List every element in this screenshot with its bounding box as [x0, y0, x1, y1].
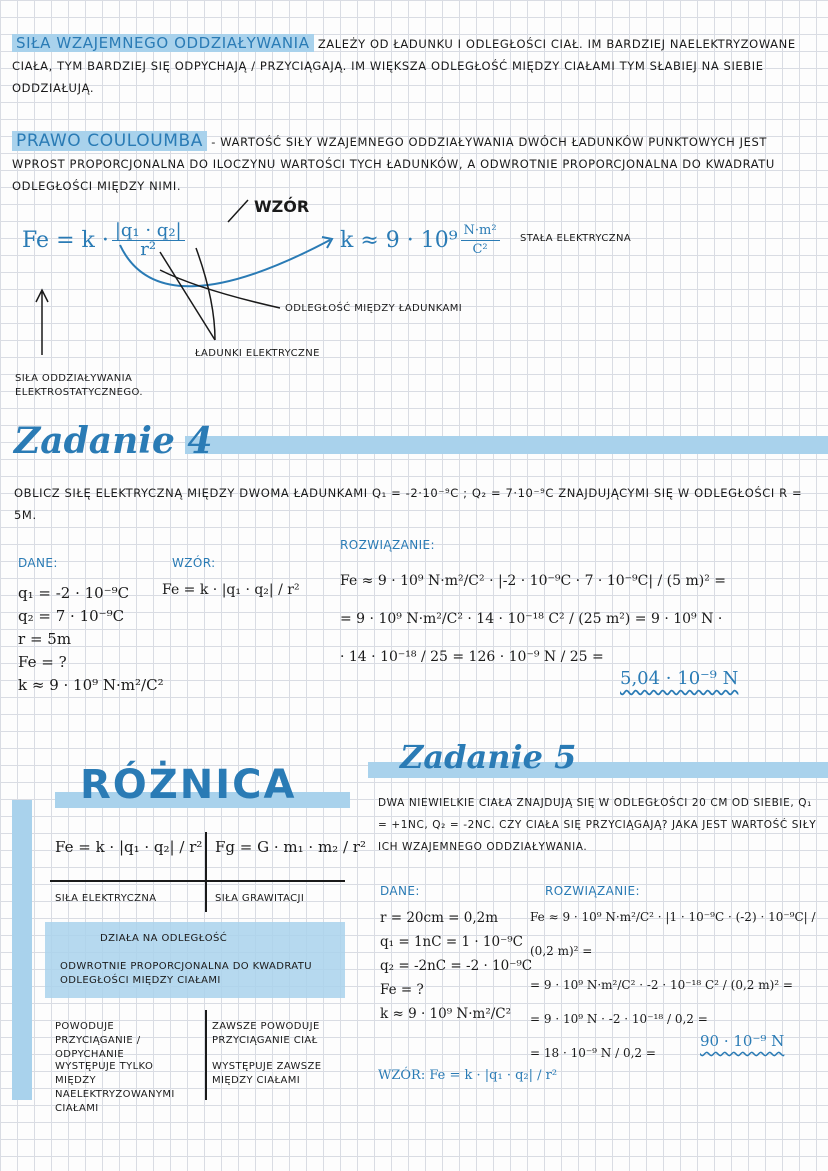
force-label: SIŁA ODDZIAŁYWANIA ELEKTROSTATYCZNEGO. — [15, 373, 143, 398]
distance-label: ODLEGŁOŚĆ MIĘDZY ŁADUNKAMI — [285, 303, 463, 314]
task4-highlight-bar — [185, 436, 828, 454]
roznica-right1: ZAWSZE POWODUJE PRZYCIĄGANIE CIAŁ — [212, 1021, 320, 1046]
task5-title: Zadanie 5 — [400, 738, 577, 776]
task4-dane-k: k ≈ 9 · 10⁹ N·m²/C² — [18, 676, 164, 694]
task5-dane-r: r = 20cm = 0,2m — [380, 910, 499, 926]
task5-dane-q1: q₁ = 1nC = 1 · 10⁻⁹C — [380, 934, 523, 950]
formula-numerator: |q₁ · q₂| — [112, 222, 185, 241]
task4-dane-q1: q₁ = -2 · 10⁻⁹C — [18, 584, 130, 602]
coulomb-text: - WARTOŚĆ SIŁY WZAJEMNEGO ODDZIAŁYWANIA DWÓCH ŁADUNKÓW PUNKTOWYCH JEST WPROST PROPORCJONALNA DO ILOCZYNU WARTOŚCI TYCH ŁADUNKÓW, A ODWROTNIE PROPORCJONALNA DO KWADRATU ODLEGŁOŚCI MIĘDZY NIMI. — [12, 135, 775, 193]
task4-step3: · 14 · 10⁻¹⁸ / 25 = 126 · 10⁻⁹ N / 25 = — [340, 649, 604, 665]
wzor-label: WZÓR — [254, 197, 310, 216]
roznica-col1: SIŁA ELEKTRYCZNA — [55, 893, 157, 904]
formula-lhs: Fe = k · — [22, 228, 109, 253]
task4-solution — [340, 562, 820, 676]
task4-dane-list — [18, 582, 164, 697]
task5-text: DWA NIEWIELKIE CIAŁA ZNAJDUJĄ SIĘ W ODLEGŁOŚCI 20 CM OD SIEBIE, Q₁ = +1NC, Q₂ = -2NC. CZY CIAŁA SIĘ PRZYCIĄGAJĄ? JAKA JEST WARTOŚĆ SIŁY ICH WZAJEMNEGO ODDZIAŁYWANIA. — [378, 797, 817, 853]
task4-step1: Fe ≈ 9 · 10⁹ N·m²/C² · |-2 · 10⁻⁹C · 7 · 10⁻⁹C| / (5 m)² = — [340, 573, 727, 589]
task5-result: 90 · 10⁻⁹ N — [700, 1032, 785, 1050]
task4-dane-r: r = 5m — [18, 630, 72, 648]
coulomb-paragraph — [12, 130, 812, 197]
task4-wzor-label: WZÓR: — [172, 556, 216, 570]
task4-rozw-label: ROZWIĄZANIE: — [340, 538, 435, 552]
k-value: k ≈ 9 · 10⁹ — [340, 228, 458, 253]
task5-dane-label: DANE: — [380, 884, 420, 898]
task4-dane-label: DANE: — [18, 556, 58, 570]
roznica-divider-bottom — [205, 1010, 207, 1100]
task5-dane-fe: Fe = ? — [380, 982, 424, 998]
task5-rozw-label: ROZWIĄZANIE: — [545, 884, 640, 898]
force-arrow — [36, 290, 48, 355]
task5-step1: Fe ≈ 9 · 10⁹ N·m²/C² · |1 · 10⁻⁹C · (-2) · 10⁻⁹C| / (0,2 m)² = — [530, 910, 816, 958]
task5-dane-list — [380, 906, 532, 1026]
intro-paragraph — [12, 32, 812, 99]
task4-title: Zadanie 4 — [14, 420, 213, 462]
intro-title: SIŁA WZAJEMNEGO ODDZIAŁYWANIA — [12, 34, 314, 52]
roznica-fg: Fg = G · m₁ · m₂ / r² — [215, 838, 366, 856]
task4-dane-q2: q₂ = 7 · 10⁻⁹C — [18, 607, 125, 625]
task5-step2: = 9 · 10⁹ N·m²/C² · -2 · 10⁻¹⁸ C² / (0,2 m)² = — [530, 978, 793, 992]
task4-dane-fe: Fe = ? — [18, 653, 67, 671]
roznica-right2: WYSTĘPUJE ZAWSZE MIĘDZY CIAŁAMI — [212, 1061, 322, 1086]
charges-label: ŁADUNKI ELEKTRYCZNE — [195, 348, 320, 359]
roznica-hline — [50, 880, 345, 882]
k-label: STAŁA ELEKTRYCZNA — [520, 233, 632, 244]
task4-step2: = 9 · 10⁹ N·m²/C² · 14 · 10⁻¹⁸ C² / (25 m²) = 9 · 10⁹ N · — [340, 611, 723, 627]
task5-wzor: WZÓR: Fe = k · |q₁ · q₂| / r² — [378, 1068, 558, 1083]
roznica-title: RÓŻNICA — [80, 762, 297, 808]
blue-arrow — [120, 240, 330, 286]
coulomb-title: PRAWO COULOUMBA — [12, 131, 207, 151]
task4-wzor: Fe = k · |q₁ · q₂| / r² — [162, 582, 300, 598]
roznica-vertical-bar — [12, 800, 32, 1100]
roznica-left2: WYSTĘPUJE TYLKO MIĘDZY NAELEKTRYZOWANYMI CIAŁAMI — [55, 1061, 175, 1114]
k-unit-num: N·m² — [461, 222, 500, 241]
roznica-divider-top — [205, 832, 207, 912]
roznica-common2: ODWROTNIE PROPORCJONALNA DO KWADRATU ODLEGŁOŚCI MIĘDZY CIAŁAMI — [60, 961, 312, 986]
task4-text: OBLICZ SIŁĘ ELEKTRYCZNĄ MIĘDZY DWOMA ŁADUNKAMI Q₁ = -2·10⁻⁹C ; Q₂ = 7·10⁻⁹C ZNAJDUJĄCYMI SIĘ W ODLEGŁOŚCI R = 5M. — [14, 486, 803, 522]
intro-text: ZALEŻY OD ŁADUNKU I ODLEGŁOŚCI CIAŁ. IM BARDZIEJ NAELEKTRYZOWANE CIAŁA, TYM BARDZIEJ SIĘ ODPYCHAJĄ / PRZYCIĄGAJĄ. IM WIĘKSZA ODLEGŁOŚĆ MIĘDZY CIAŁAMI TYM SŁABIEJ NA SIEBIE ODDZIAŁUJĄ. — [12, 37, 796, 95]
task4-result: 5,04 · 10⁻⁹ N — [620, 668, 739, 689]
roznica-left1: POWODUJE PRZYCIĄGANIE / ODPYCHANIE — [55, 1021, 141, 1060]
wzor-arrow — [228, 200, 248, 222]
charge1-arrow — [160, 252, 215, 340]
task5-dane-q2: q₂ = -2nC = -2 · 10⁻⁹C — [380, 958, 533, 974]
roznica-col2: SIŁA GRAWITACJI — [215, 893, 305, 904]
k-unit-den: C² — [472, 242, 488, 257]
roznica-common1: DZIAŁA NA ODLEGŁOŚĆ — [100, 933, 228, 944]
task5-dane-k: k ≈ 9 · 10⁹ N·m²/C² — [380, 1006, 512, 1022]
task5-step3: = 9 · 10⁹ N · -2 · 10⁻¹⁸ / 0,2 = — [530, 1012, 708, 1026]
roznica-fe: Fe = k · |q₁ · q₂| / r² — [55, 838, 203, 856]
formula-denominator: r² — [140, 239, 157, 260]
distance-arrow — [160, 270, 280, 308]
task5-step4: = 18 · 10⁻⁹ N / 0,2 = — [530, 1046, 656, 1060]
